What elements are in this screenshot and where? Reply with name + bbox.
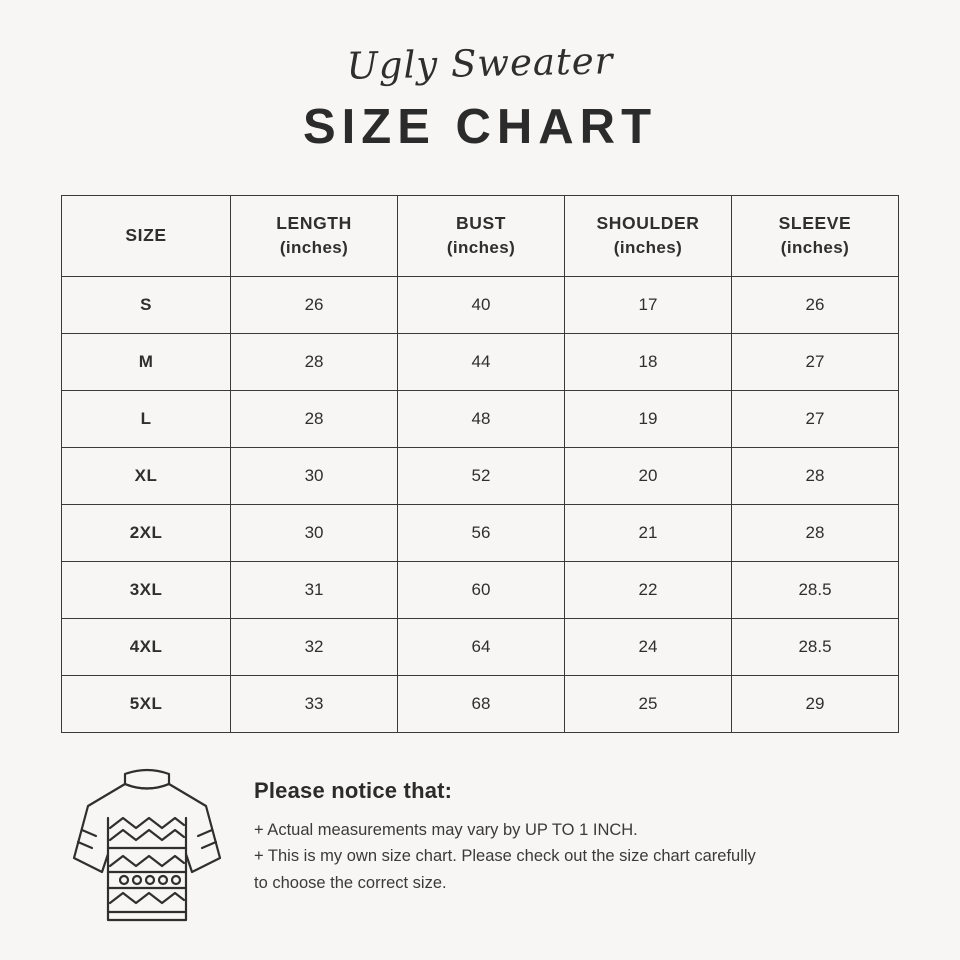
cell-shoulder: 19: [565, 390, 732, 447]
cell-sleeve: 28: [731, 447, 898, 504]
table-row: [62, 333, 899, 390]
cell-size: L: [62, 390, 231, 447]
table-row: [62, 390, 899, 447]
cell-shoulder: 25: [565, 675, 732, 732]
cell-sleeve: 27: [731, 333, 898, 390]
cell-bust: 68: [398, 675, 565, 732]
table-row: [62, 561, 899, 618]
cell-sleeve: 27: [731, 390, 898, 447]
cell-length: 33: [231, 675, 398, 732]
column-header-shoulder-unit: (inches): [613, 238, 683, 258]
cell-length: 28: [231, 333, 398, 390]
cell-size: M: [62, 333, 231, 390]
notice-text-block: [232, 762, 756, 896]
cell-bust: 56: [398, 504, 565, 561]
cell-length: 30: [231, 504, 398, 561]
cell-length: 31: [231, 561, 398, 618]
notice-line-3: to choose the correct size.: [254, 873, 447, 892]
cell-sleeve: 28.5: [731, 561, 898, 618]
cell-bust: 48: [398, 390, 565, 447]
column-header-shoulder: [565, 195, 732, 276]
cell-size: 2XL: [62, 504, 231, 561]
script-title: Ugly Sweater: [346, 39, 614, 88]
table-row: [62, 675, 899, 732]
column-header-length-label: LENGTH: [276, 212, 352, 233]
table-row: [62, 504, 899, 561]
cell-length: 26: [231, 276, 398, 333]
sweater-icon: [62, 762, 232, 937]
table-row: [62, 618, 899, 675]
cell-sleeve: 29: [731, 675, 898, 732]
notice-title: Please notice that:: [254, 778, 453, 803]
cell-sleeve: 28: [731, 504, 898, 561]
cell-size: XL: [62, 447, 231, 504]
cell-bust: 40: [398, 276, 565, 333]
size-chart-table: [61, 195, 899, 733]
page-header: [0, 0, 960, 155]
cell-shoulder: 18: [565, 333, 732, 390]
notice-line-1: + Actual measurements may vary by UP TO 1 INCH.: [254, 821, 638, 839]
column-header-length: [231, 195, 398, 276]
cell-bust: 44: [398, 333, 565, 390]
cell-bust: 64: [398, 618, 565, 675]
cell-size: S: [62, 276, 231, 333]
page-title: SIZE CHART: [303, 99, 657, 154]
column-header-length-unit: (inches): [279, 238, 349, 258]
table-header: [62, 195, 899, 276]
cell-length: 32: [231, 618, 398, 675]
column-header-bust-unit: (inches): [446, 238, 516, 258]
column-header-bust-label: BUST: [455, 212, 507, 233]
column-header-sleeve: [731, 195, 898, 276]
table-header-row: [62, 195, 899, 276]
cell-bust: 52: [398, 447, 565, 504]
cell-shoulder: 21: [565, 504, 732, 561]
notice-section: [62, 762, 898, 937]
cell-size: 4XL: [62, 618, 231, 675]
cell-length: 28: [231, 390, 398, 447]
column-header-size: [62, 195, 231, 276]
notice-line-2: + This is my own size chart. Please check out the size chart carefully: [254, 847, 756, 866]
column-header-sleeve-unit: (inches): [780, 238, 850, 258]
cell-bust: 60: [398, 561, 565, 618]
cell-shoulder: 22: [565, 561, 732, 618]
column-header-size-label: SIZE: [125, 225, 167, 245]
cell-length: 30: [231, 447, 398, 504]
cell-size: 3XL: [62, 561, 231, 618]
table-row: [62, 447, 899, 504]
column-header-sleeve-label: SLEEVE: [778, 212, 852, 233]
column-header-bust: [398, 195, 565, 276]
size-chart-table-wrapper: [61, 195, 899, 733]
cell-shoulder: 24: [565, 618, 732, 675]
table-body: [62, 276, 899, 732]
table-row: [62, 276, 899, 333]
cell-sleeve: 28.5: [731, 618, 898, 675]
cell-shoulder: 17: [565, 276, 732, 333]
cell-size: 5XL: [62, 675, 231, 732]
column-header-shoulder-label: SHOULDER: [596, 212, 700, 233]
cell-sleeve: 26: [731, 276, 898, 333]
cell-shoulder: 20: [565, 447, 732, 504]
